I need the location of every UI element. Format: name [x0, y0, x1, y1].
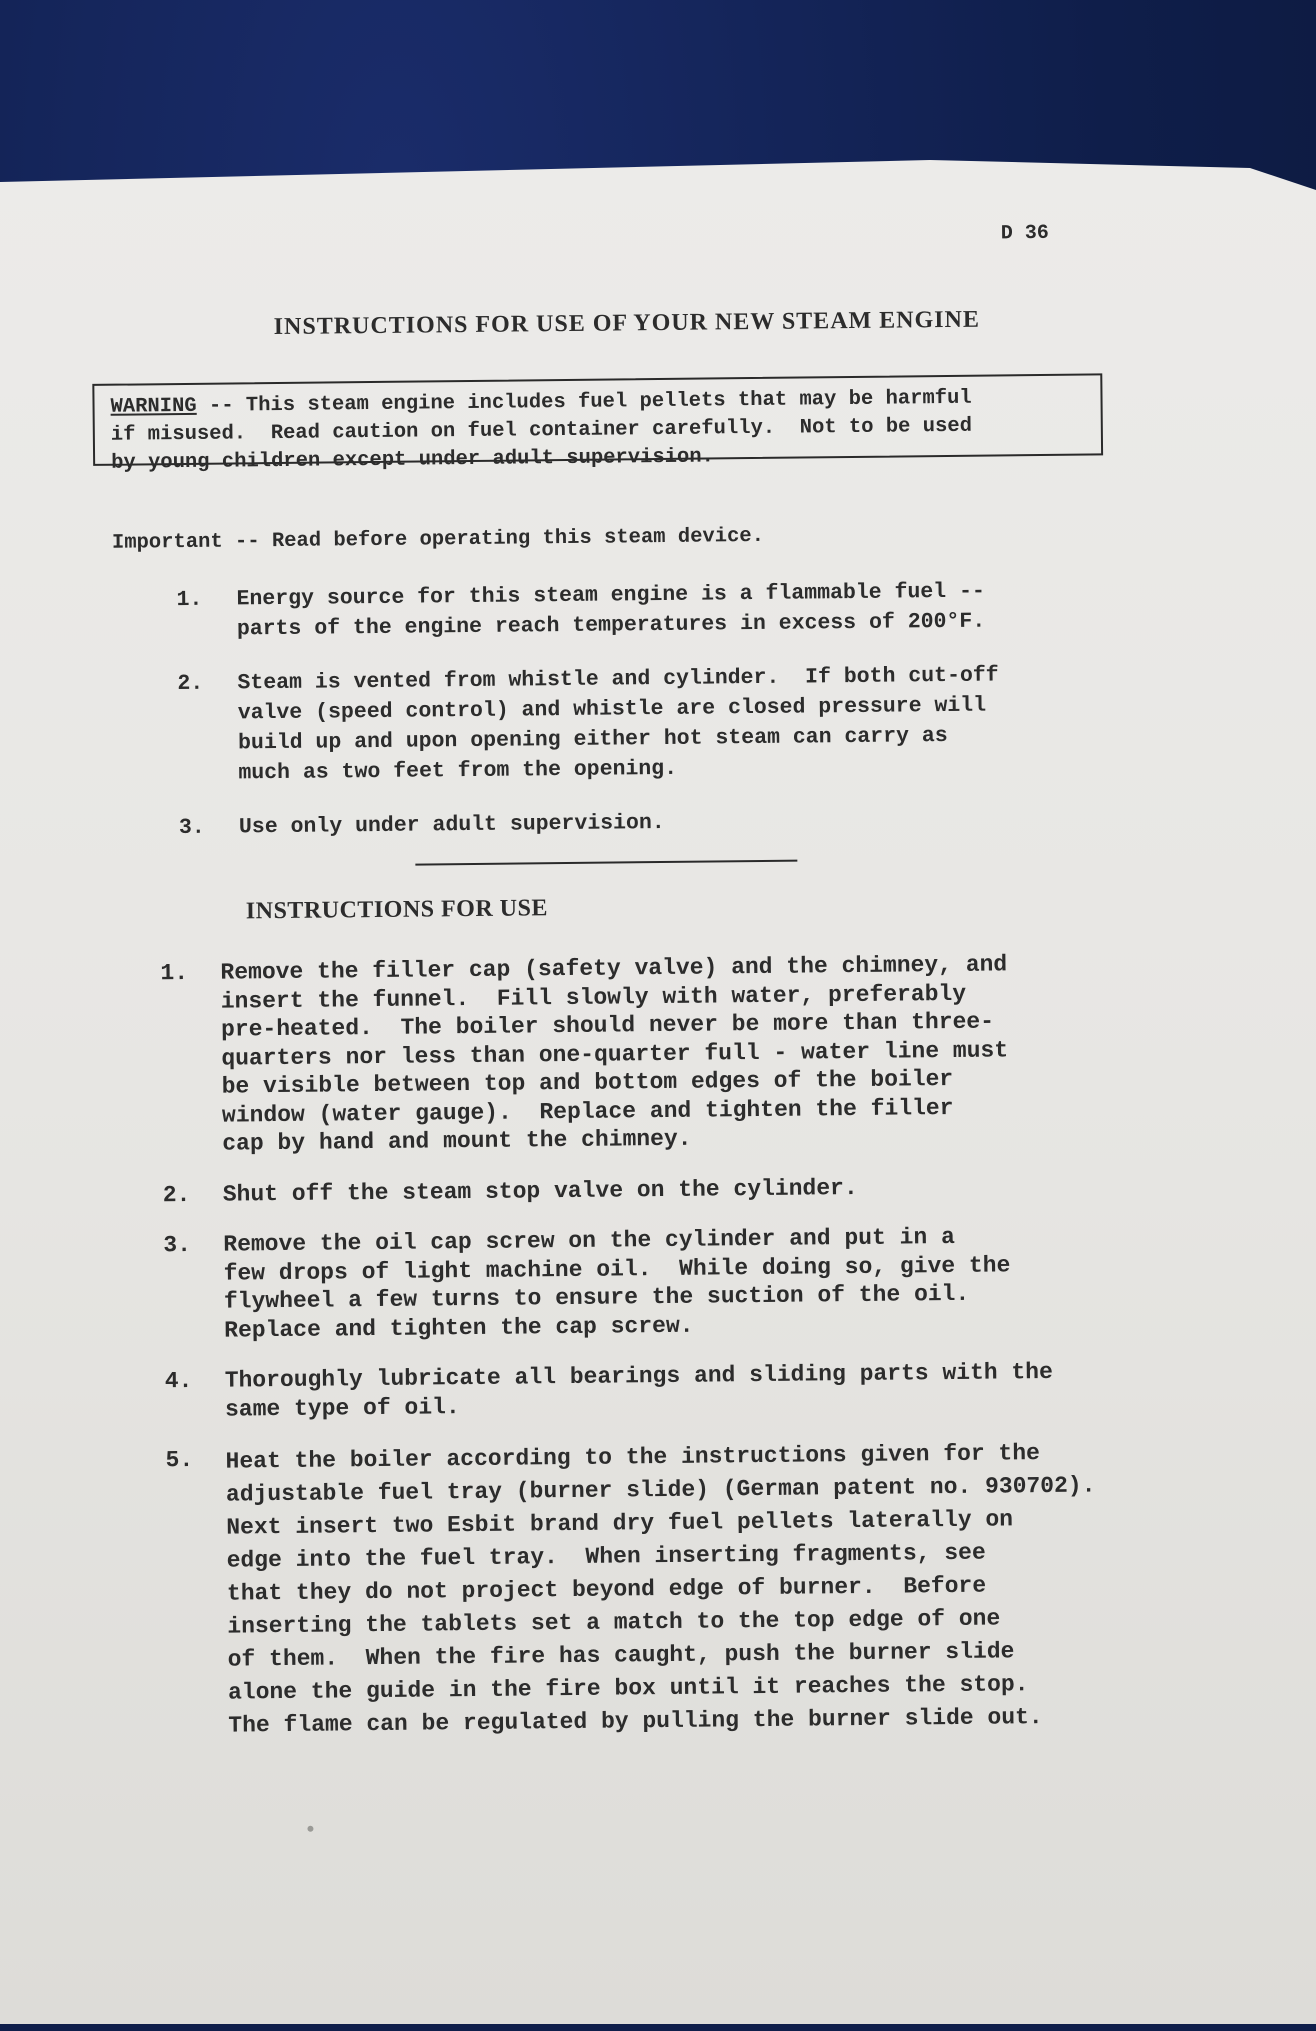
- item-text: Thoroughly lubricate all bearings and sliding parts with the same type of oil.: [224, 1358, 1053, 1423]
- item-text: Shut off the steam stop valve on the cylinder.: [222, 1174, 858, 1208]
- warning-label: WARNING: [110, 394, 197, 419]
- warning-text: -- This steam engine includes fuel pellets that may be harmful if misused. Read caution on fuel container carefully. Not to be used by young children except under adult supervision.: [110, 386, 973, 475]
- item-number: 5.: [165, 1446, 194, 1474]
- document-content: [0, 153, 1316, 2031]
- list-item: [163, 1222, 1094, 1346]
- item-text: Use only under adult supervision.: [238, 810, 665, 840]
- instructions-list: [160, 950, 1098, 1766]
- document-code: D 36: [1000, 221, 1049, 246]
- list-item: [160, 950, 1092, 1159]
- item-text: Heat the boiler according to the instructions given for the adjustable fuel tray (burner slide) (German patent no. 930702). Next insert two Esbit brand dry fuel pellets laterally on edge into the fuel tray. When inserting fragments, see that they do not project beyond edge of burner. Before inserting the tablets set a match to the top edge of one of them. When the fire has caught, push the burner slide alone the guide in the fire box until it reaches the stop. The flame can be regulated by pulling the burner slide out.: [225, 1440, 1096, 1739]
- item-number: 2.: [177, 671, 204, 697]
- list-item: [176, 576, 998, 645]
- item-number: 1.: [176, 587, 203, 613]
- item-number: 1.: [160, 959, 189, 987]
- item-number: 3.: [178, 815, 205, 841]
- item-number: 2.: [162, 1181, 191, 1208]
- list-item: [165, 1357, 1095, 1424]
- important-heading: Important -- Read before operating this steam device.: [111, 524, 765, 555]
- important-list: [176, 576, 1000, 867]
- item-text: Energy source for this steam engine is a flammable fuel -- parts of the engine reach temperatures in excess of 200°F.: [236, 579, 986, 642]
- item-number: 4.: [164, 1367, 193, 1395]
- document-title: INSTRUCTIONS FOR USE OF YOUR NEW STEAM ENGINE: [273, 306, 981, 341]
- list-item: [165, 1436, 1098, 1743]
- instructions-heading: INSTRUCTIONS FOR USE: [245, 895, 549, 925]
- item-text: Remove the oil cap screw on the cylinder and put in a few drops of light machine oil. While doing so, give the flywheel a few turns to ensure the suction of the oil. Replace and tighten the cap screw.: [223, 1223, 1011, 1344]
- item-text: Steam is vented from whistle and cylinder. If both cut-off valve (speed control) and whistle are closed pressure will build up and upon opening either hot steam can carry as much as two feet from the opening.: [237, 663, 999, 786]
- paper-speck: [307, 1826, 313, 1832]
- list-item: [163, 1171, 1093, 1209]
- list-item: [177, 660, 999, 789]
- item-text: Remove the filler cap (safety valve) and the chimney, and insert the funnel. Fill slowly with water, preferably pre-heated. The boiler should never be more than three- quarters nor less than one-quarter full - water line must be visible between top and bottom edges of the boiler window (water gauge). Replace and tighten the filler cap by hand and mount the chimney.: [220, 951, 1009, 1157]
- warning-box: [92, 373, 1103, 475]
- list-item: [179, 804, 1001, 843]
- item-number: 3.: [163, 1231, 192, 1259]
